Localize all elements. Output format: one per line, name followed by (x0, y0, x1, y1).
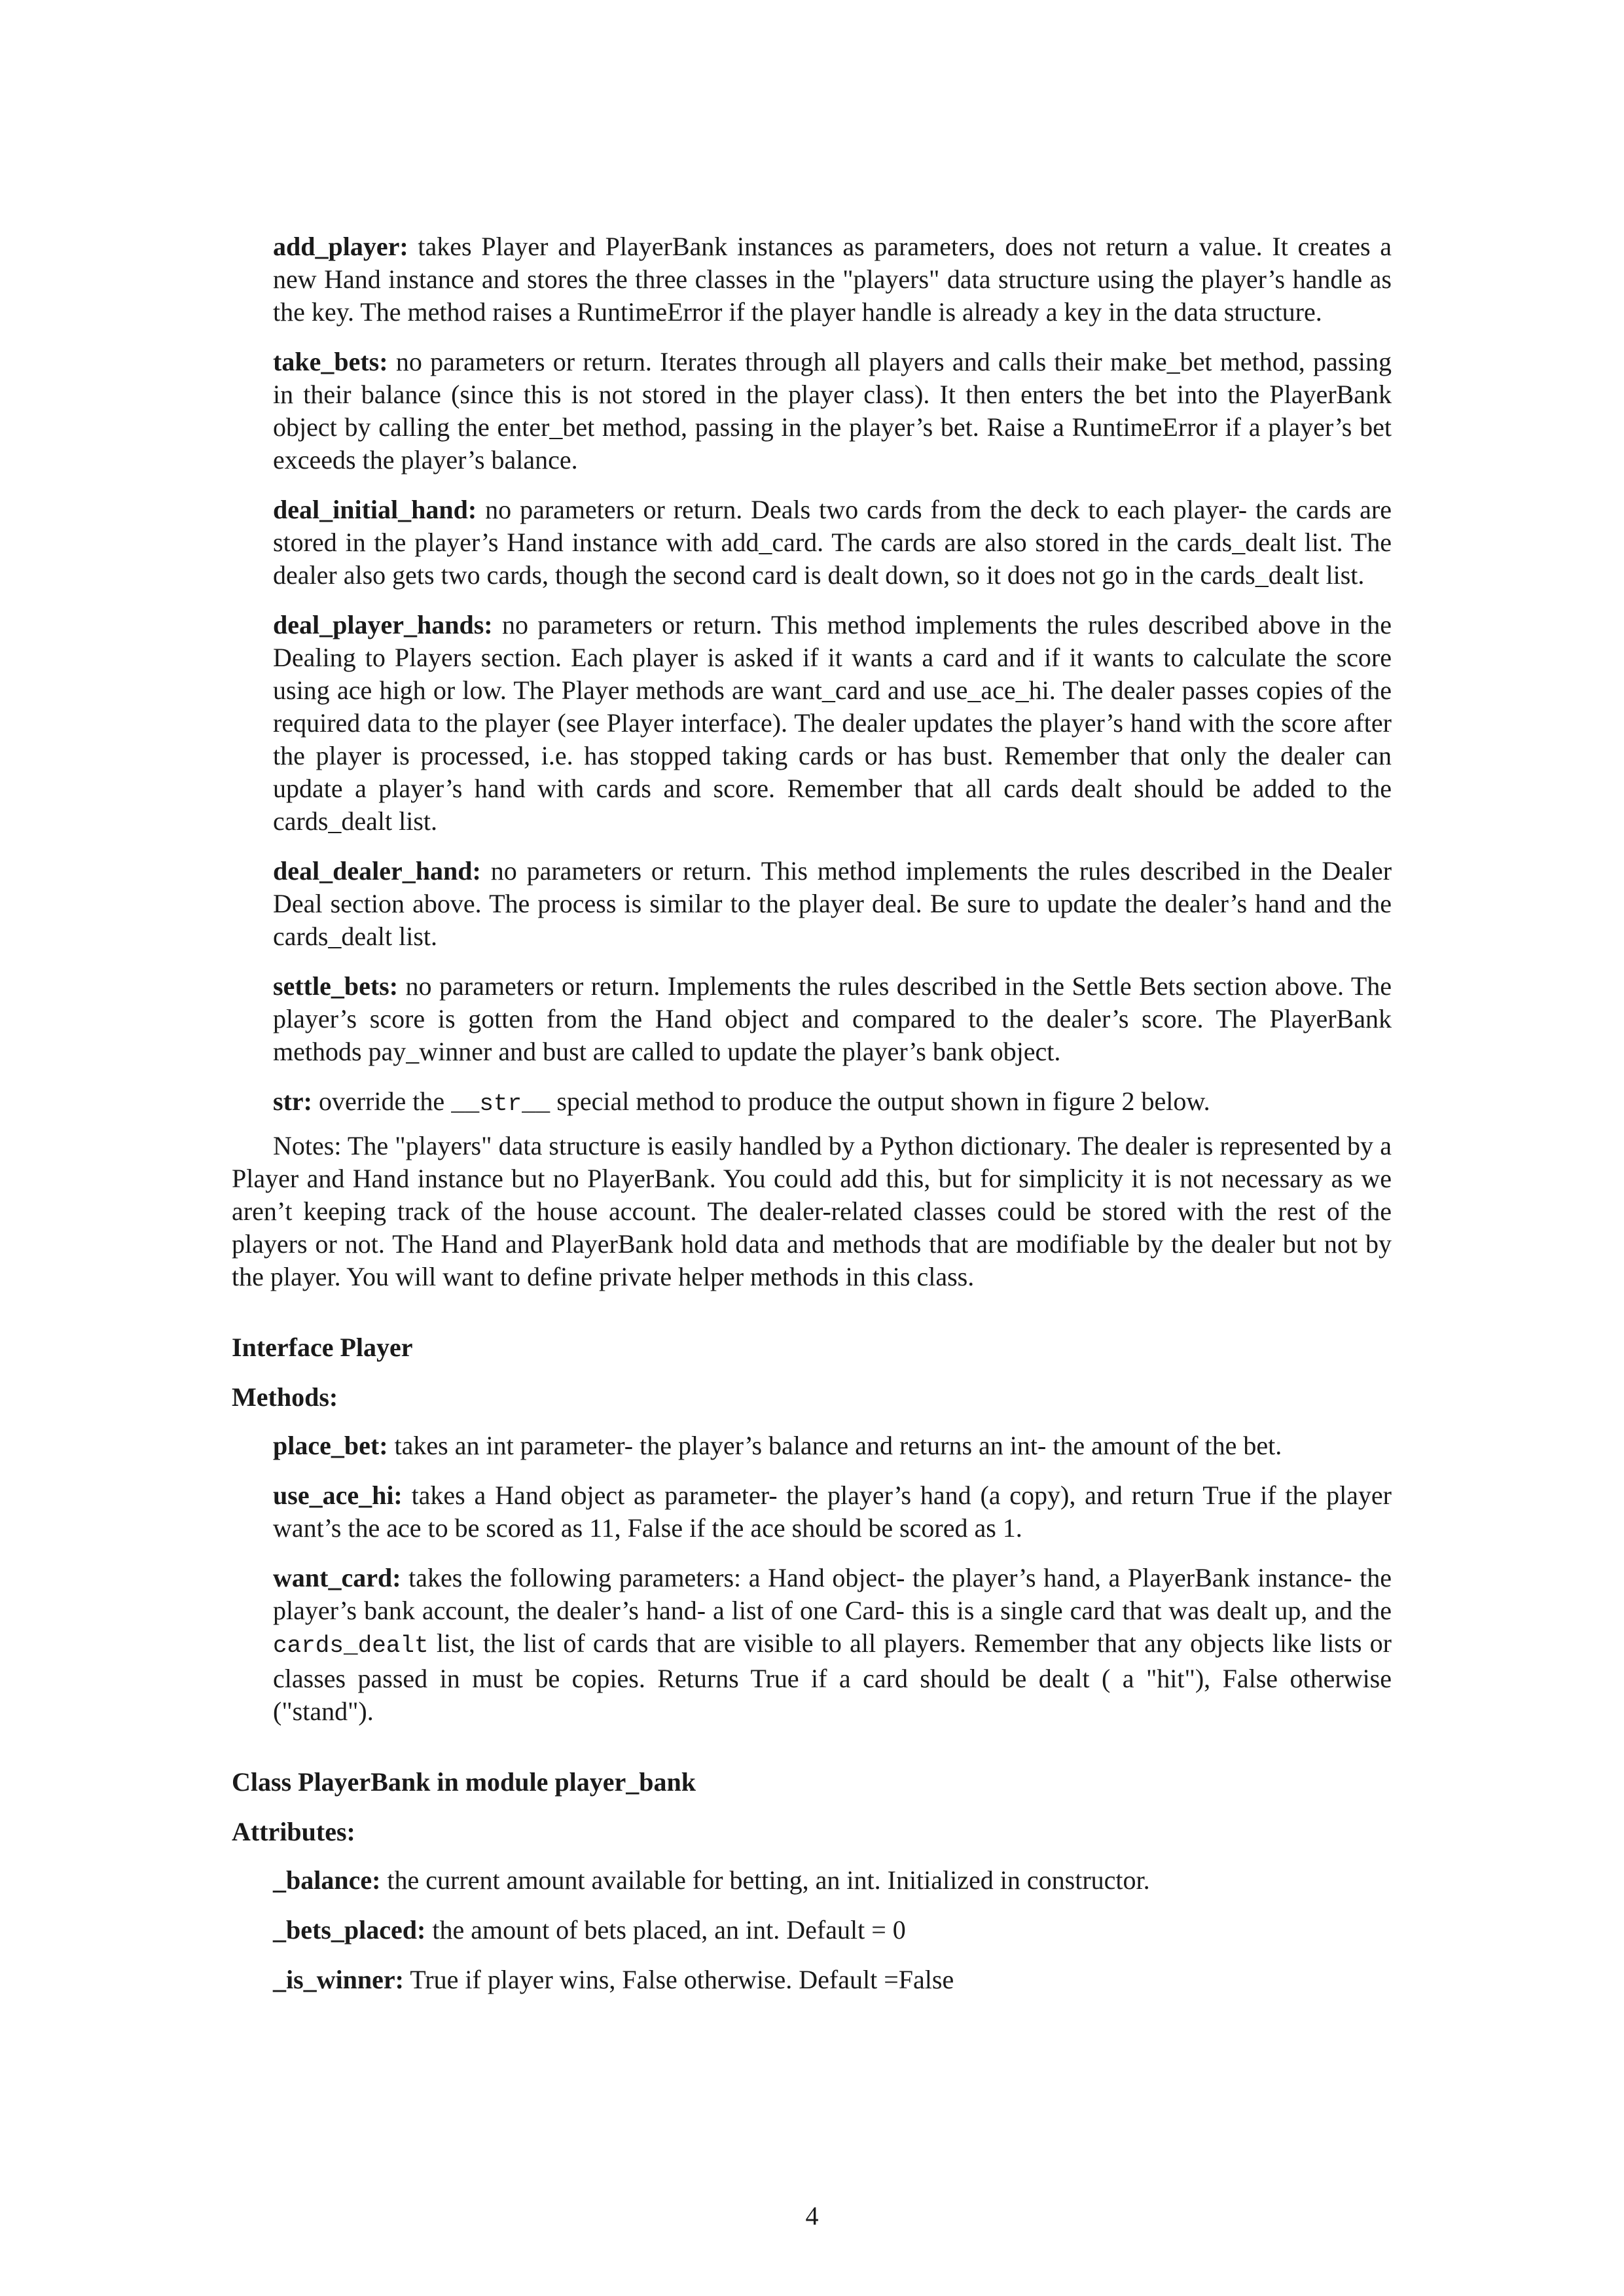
method-description: takes a Hand object as parameter- the player’s hand (a copy), and return True if the player want’s the ace to be scored as 11, False if the ace should be scored as 1. (273, 1480, 1392, 1543)
method-description: no parameters or return. This method implements the rules described in the Dealer Deal section above. The process is similar to the player deal. Be sure to update the dealer’s hand and the cards_dealt list. (273, 856, 1392, 951)
method-deal-initial-hand (273, 493, 1392, 592)
method-description: list, the list of cards that are visible to all players. Remember that any objects like lists or classes passed in must be copies. Returns True if a card should be dealt ( a "hit"), False otherwise ("stand"). (273, 1628, 1392, 1726)
method-want-card (273, 1562, 1392, 1728)
attribute-term: _is_winner: (273, 1965, 404, 1994)
attribute-term: _balance: (273, 1865, 381, 1895)
method-term: deal_initial_hand: (273, 495, 477, 524)
method-description: special method to produce the output shown in figure 2 below. (556, 1086, 1210, 1116)
method-str (273, 1085, 1392, 1121)
method-description: takes the following parameters: a Hand object- the player’s hand, a PlayerBank instance- the player’s bank account, the dealer’s hand- a list of one Card- this is a single card that was dealt up, and the (273, 1563, 1392, 1625)
method-description: no parameters or return. Implements the rules described in the Settle Bets section above. The player’s score is gotten from the Hand object and compared to the dealer’s score. The PlayerBank methods pay_winner and bust are called to update the player’s bank object. (273, 971, 1392, 1066)
method-term: want_card: (273, 1563, 401, 1592)
method-term: deal_dealer_hand: (273, 856, 481, 886)
page-body (232, 230, 1392, 2013)
method-term: use_ace_hi: (273, 1480, 403, 1510)
notes-paragraph: Notes: The "players" data structure is easily handled by a Python dictionary. The dealer is represented by a Player and Hand instance but no PlayerBank. You could add this, but for simplicity it is not necessary as we aren’t keeping track of the house account. The dealer-related classes could be stored with the rest of the players or not. The Hand and PlayerBank hold data and methods that are modifiable by the dealer but not by the player. You will want to define private helper methods in this class. (232, 1131, 1392, 1291)
method-description: takes Player and PlayerBank instances as parameters, does not return a value. It creates a new Hand instance and stores the three classes in the "players" data structure using the player’s handle as the key. The method raises a RuntimeError if the player handle is already a key in the data structure. (273, 232, 1392, 327)
code-snippet: __str__ (451, 1090, 550, 1117)
method-term: place_bet: (273, 1431, 388, 1460)
attribute-description: the current amount available for betting, an int. Initialized in constructor. (387, 1865, 1150, 1895)
attributes-label: Attributes: (232, 1817, 355, 1846)
attribute-bets-placed (273, 1914, 1392, 1946)
method-place-bet (273, 1429, 1392, 1462)
attribute-term: _bets_placed: (273, 1915, 426, 1945)
method-use-ace-hi (273, 1479, 1392, 1545)
method-term: deal_player_hands: (273, 610, 493, 639)
section-heading-player-bank: Class PlayerBank in module player_bank (232, 1767, 696, 1797)
method-description: no parameters or return. This method implements the rules described above in the Dealing to Players section. Each player is asked if it wants a card and if it wants to calculate the score using ace high or low. The Player methods are want_card and use_ace_hi. The dealer passes copies of the required data to the player (see Player interface). The dealer updates the player’s hand with the score after the player is processed, i.e. has stopped taking cards or has bust. Remember that only the dealer can update a player’s hand with cards and score. Remember that all cards dealt should be added to the cards_dealt list. (273, 610, 1392, 836)
method-settle-bets (273, 970, 1392, 1068)
methods-label: Methods: (232, 1382, 338, 1412)
method-description: no parameters or return. Deals two cards from the deck to each player- the cards are stored in the player’s Hand instance with add_card. The cards are also stored in the cards_dealt list. The dealer also gets two cards, though the second card is dealt down, so it does not go in the cards_dealt list. (273, 495, 1392, 590)
attribute-description: the amount of bets placed, an int. Default = 0 (432, 1915, 906, 1945)
method-description: override the (318, 1086, 445, 1116)
method-take-bets (273, 346, 1392, 476)
page-number: 4 (805, 2201, 819, 2231)
method-term: str: (273, 1086, 312, 1116)
attribute-balance (273, 1864, 1392, 1897)
section-heading-interface-player: Interface Player (232, 1333, 413, 1362)
method-term: settle_bets: (273, 971, 399, 1001)
attribute-is-winner (273, 1964, 1392, 1996)
attribute-description: True if player wins, False otherwise. Default =False (410, 1965, 954, 1994)
method-term: take_bets: (273, 347, 388, 376)
method-add-player (273, 230, 1392, 329)
code-snippet: cards_dealt (273, 1632, 429, 1659)
method-term: add_player: (273, 232, 408, 261)
method-description: no parameters or return. Iterates through all players and calls their make_bet method, passing in their balance (since this is not stored in the player class). It then enters the bet into the PlayerBank object by calling the enter_bet method, passing in the player’s bet. Raise a RuntimeError if a player’s bet exceeds the player’s balance. (273, 347, 1392, 475)
method-deal-dealer-hand (273, 855, 1392, 953)
method-description: takes an int parameter- the player’s balance and returns an int- the amount of the bet. (394, 1431, 1282, 1460)
method-deal-player-hands (273, 609, 1392, 838)
